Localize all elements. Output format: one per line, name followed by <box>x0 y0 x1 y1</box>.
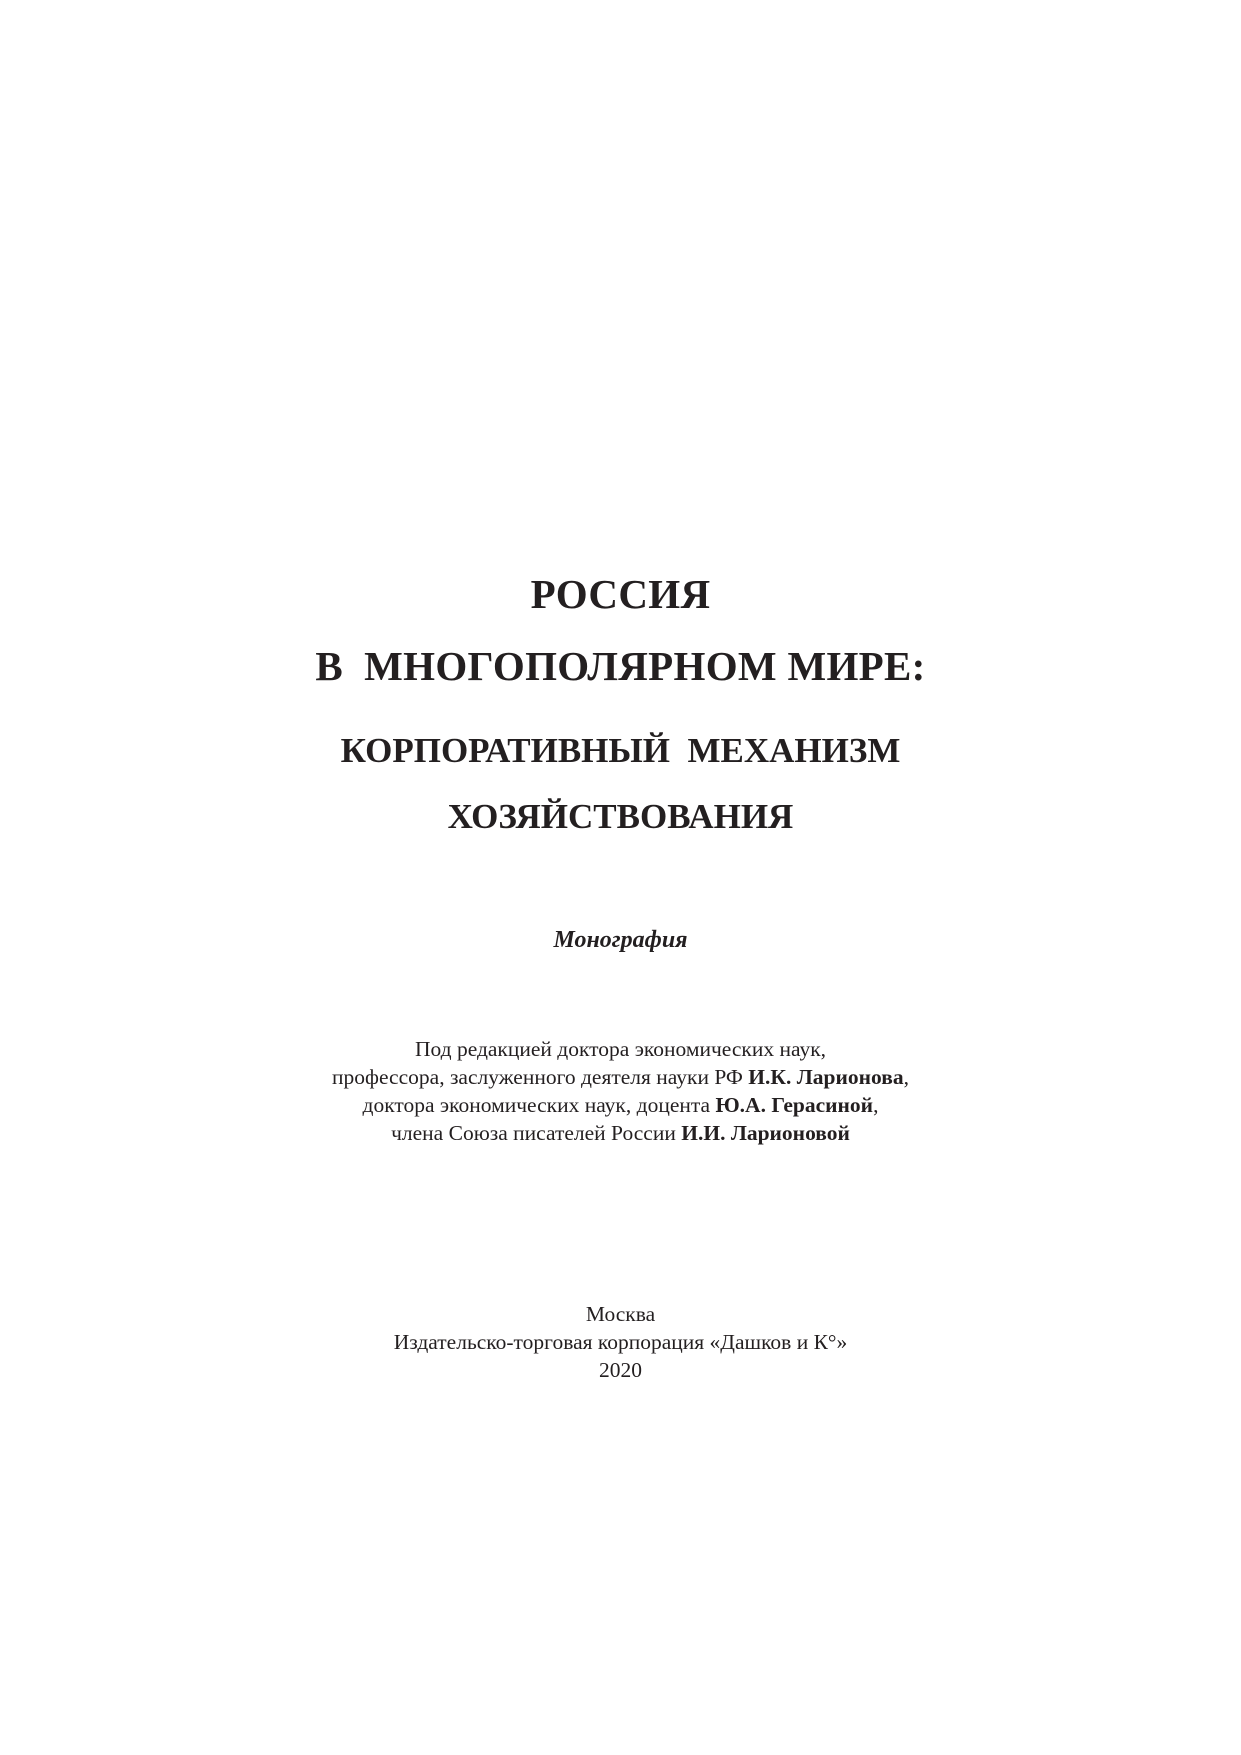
book-title <box>0 570 1241 618</box>
book-subtitle-line-2: ХОЗЯЙСТВОВАНИЯ <box>447 797 794 836</box>
editors-line-2 <box>0 1063 1241 1091</box>
book-title-line-1: РОССИЯ <box>530 571 711 617</box>
genre-wrap <box>0 925 1241 955</box>
book-subtitle <box>0 730 1241 772</box>
editors-line-3 <box>0 1091 1241 1119</box>
imprint-block <box>0 1300 1241 1384</box>
editors-line-2-text: профессора, заслуженного деятеля науки РФ <box>332 1065 749 1089</box>
editors-line-2-punct: , <box>903 1065 909 1089</box>
editors-line-4 <box>0 1119 1241 1147</box>
imprint-publisher: Издательско-торговая корпорация «Дашков и К°» <box>393 1330 848 1354</box>
editor-name-gerasina: Ю.А. Герасиной <box>715 1093 874 1117</box>
editors-line-1 <box>0 1035 1241 1063</box>
editor-name-larionova: И.И. Ларионовой <box>681 1121 850 1145</box>
imprint-city: Москва <box>585 1302 656 1326</box>
book-title-line-2: В МНОГОПОЛЯРНОМ МИРЕ: <box>315 643 926 689</box>
editors-line-4-text: члена Союза писателей России <box>391 1121 682 1145</box>
editor-name-larionov: И.К. Ларионова <box>748 1065 904 1089</box>
book-subtitle-line-2-wrap <box>0 796 1241 838</box>
editors-line-3-punct: , <box>873 1093 879 1117</box>
editors-line-1-text: Под редакцией доктора экономических наук, <box>414 1037 827 1061</box>
book-title-line-2-wrap <box>0 642 1241 690</box>
editors-block <box>0 1035 1241 1147</box>
book-subtitle-line-1: КОРПОРАТИВНЫЙ МЕХАНИЗМ <box>340 731 901 770</box>
imprint-year: 2020 <box>599 1358 642 1382</box>
genre-label: Монография <box>553 927 688 953</box>
editors-line-3-text: доктора экономических наук, доцента <box>362 1093 716 1117</box>
